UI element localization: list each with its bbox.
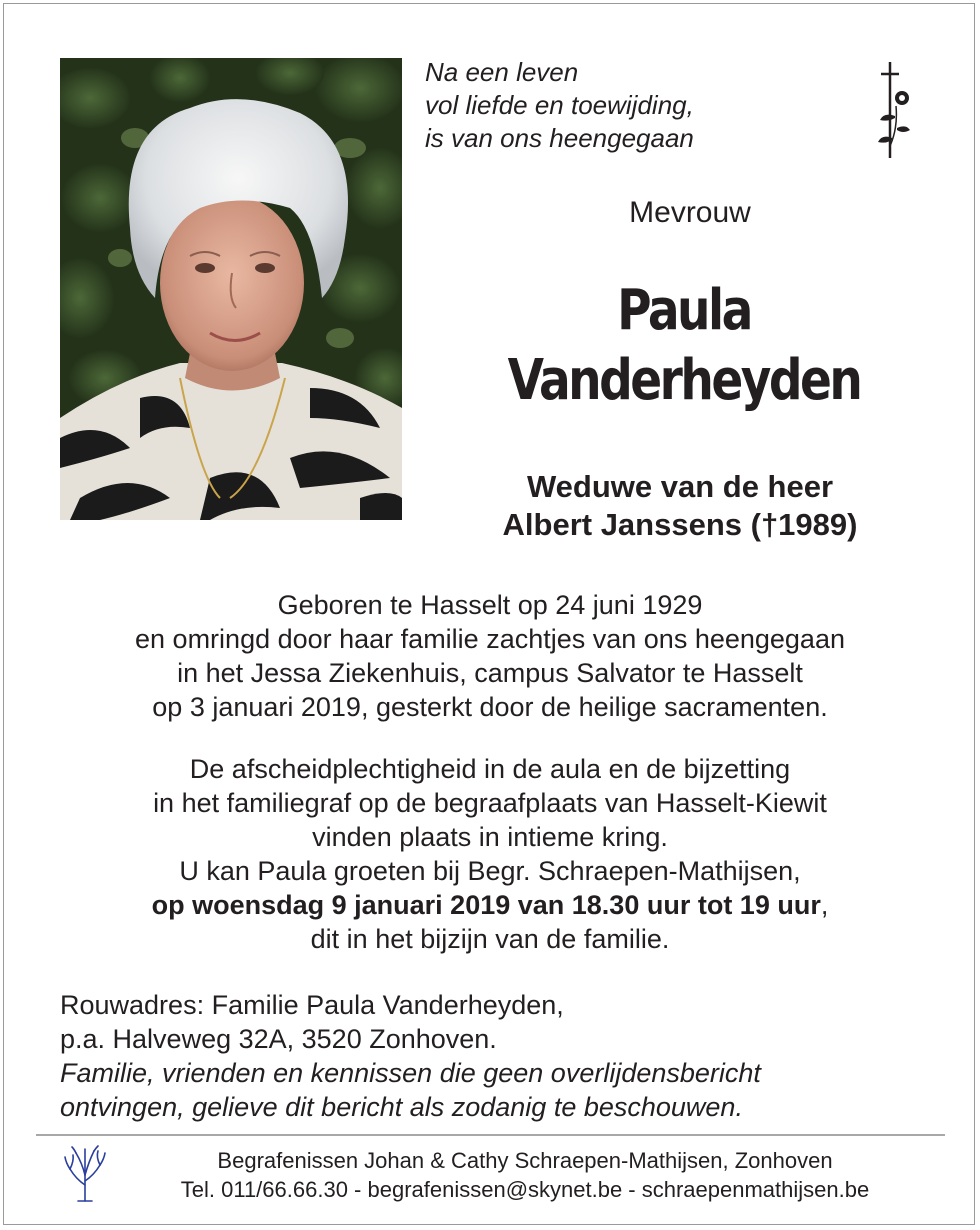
cross-with-rose-icon (868, 58, 922, 167)
intro-line: vol liefde en toewijding, (425, 90, 694, 120)
birth-death-paragraph (40, 588, 940, 724)
paragraph-line: en omringd door haar familie zachtjes van ons heengegaan (135, 624, 845, 654)
footer-line: Begrafenissen Johan & Cathy Schraepen-Mathijsen, Zonhoven (217, 1148, 833, 1173)
paragraph-line: in het Jessa Ziekenhuis, campus Salvator te Hasselt (177, 658, 803, 688)
divider (36, 1134, 945, 1136)
tree-logo-icon (62, 1145, 108, 1208)
portrait-photo (60, 58, 402, 520)
visitation-comma: , (820, 890, 829, 920)
widow-of (420, 468, 940, 544)
intro-line: Na een leven (425, 57, 579, 87)
paragraph-line: op 3 januari 2019, gesterkt door de heilige sacramenten. (152, 692, 828, 722)
deceased-name (474, 276, 894, 416)
title-prefix: Mevrouw (629, 196, 751, 229)
notice-line: Familie, vrienden en kennissen die geen overlijdensbericht (60, 1058, 761, 1088)
paragraph-line: dit in het bijzijn van de familie. (310, 924, 670, 954)
address-block (60, 988, 761, 1124)
portrait-image (60, 58, 402, 520)
widow-line: Weduwe van de heer (526, 469, 834, 504)
paragraph-line: in het familiegraf op de begraafplaats van Hasselt-Kiewit (153, 788, 827, 818)
widow-line: Albert Janssens (†1989) (502, 507, 858, 542)
paragraph-line: vinden plaats in intieme kring. (312, 822, 668, 852)
paragraph-line: De afscheidplechtigheid in de aula en de bijzetting (189, 754, 791, 784)
intro-text (425, 56, 694, 155)
first-name: Paula (617, 278, 751, 343)
visitation-time: op woensdag 9 januari 2019 van 18.30 uur tot 19 uur (151, 890, 821, 920)
paragraph-line: Geboren te Hasselt op 24 juni 1929 (277, 590, 703, 620)
address-line: p.a. Halveweg 32A, 3520 Zonhoven. (60, 1024, 497, 1054)
last-name: Vanderheyden (507, 348, 861, 413)
address-line: Rouwadres: Familie Paula Vanderheyden, (60, 990, 564, 1020)
footer-line: Tel. 011/66.66.30 - begrafenissen@skynet.be - schraepenmathijsen.be (180, 1177, 870, 1202)
ceremony-paragraph (40, 752, 940, 956)
paragraph-line: U kan Paula groeten bij Begr. Schraepen-Mathijsen, (179, 856, 801, 886)
notice-line: ontvingen, gelieve dit bericht als zodanig te beschouwen. (60, 1092, 743, 1122)
funeral-home-footer (120, 1146, 930, 1204)
visitation-line (40, 888, 940, 922)
intro-line: is van ons heengegaan (425, 123, 694, 153)
